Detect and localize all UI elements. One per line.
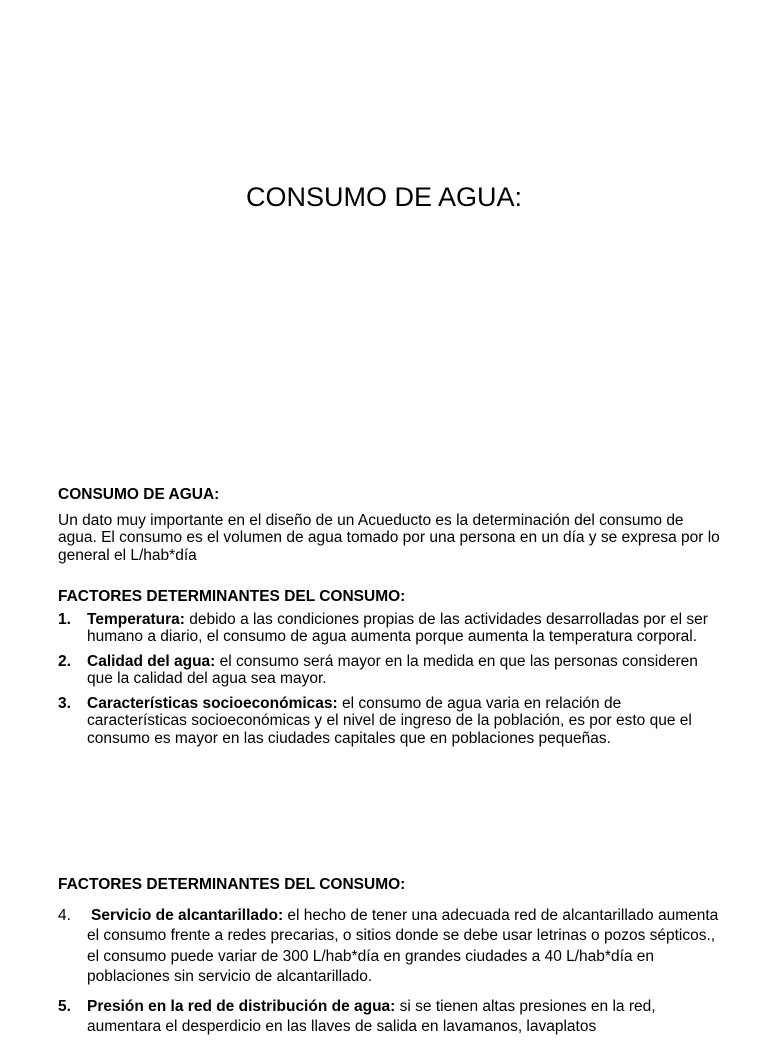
factor-description: el consumo de agua varia en relación de características socioeconómicas y el nivel de ingreso de la población, es por esto que el consumo es mayor en las ciudades capitales que en poblaciones pequeñas. <box>87 694 692 747</box>
intro-paragraph: Un dato muy importante en el diseño de un Acueducto es la determinación del consumo de agua. El consumo es el volumen de agua tomado por una persona en un día y se expresa por lo general el L/hab*día <box>58 511 720 564</box>
factor-term: Calidad del agua: <box>87 652 216 670</box>
slide-title: CONSUMO DE AGUA: <box>245 182 523 212</box>
factors-list <box>58 906 722 1038</box>
factor-description: si se tienen altas presiones en la red, aumentara el desperdicio en las llaves de salida en lavamanos, lavaplatos <box>87 997 656 1035</box>
list-item <box>58 997 722 1038</box>
factor-description: el hecho de tener una adecuada red de alcantarillado aumenta el consumo frente a redes precarias, o sitios donde se debe usar letrinas o pozos sépticos., el consumo puede variar de 300 L/hab*día en grandes ciudades a 40 L/hab*día en poblaciones sin servicio de alcantarillado. <box>87 906 719 985</box>
list-number: 1. <box>58 610 71 628</box>
factor-term: Temperatura: <box>87 610 185 628</box>
list-number: 4. <box>58 906 71 924</box>
content-slide-factors-1 <box>0 460 768 860</box>
list-number: 2. <box>58 652 71 670</box>
list-item <box>58 695 722 748</box>
factor-description: debido a las condiciones propias de las actividades desarrolladas por el ser humano a diario, el consumo de agua aumenta porque aumenta la temperatura corporal. <box>87 610 708 645</box>
factor-term: Servicio de alcantarillado: <box>91 906 284 924</box>
factors-heading: FACTORES DETERMINANTES DEL CONSUMO: <box>58 876 406 893</box>
slide-content <box>58 486 722 754</box>
factors-heading: FACTORES DETERMINANTES DEL CONSUMO: <box>58 588 406 605</box>
factors-list <box>58 611 722 748</box>
list-item <box>58 906 722 988</box>
factor-term: Presión en la red de distribución de agua: <box>87 997 396 1015</box>
list-item <box>58 653 722 688</box>
list-number: 3. <box>58 694 71 712</box>
slide-content <box>58 876 722 1047</box>
factor-term: Características socioeconómicas: <box>87 694 338 712</box>
title-slide <box>0 0 768 460</box>
list-number: 5. <box>58 997 71 1015</box>
section-heading: CONSUMO DE AGUA: <box>58 486 220 503</box>
content-slide-factors-2 <box>0 860 768 1035</box>
factor-description: el consumo será mayor en la medida en que las personas consideren que la calidad del agua sea mayor. <box>87 652 698 687</box>
list-item <box>58 611 722 646</box>
